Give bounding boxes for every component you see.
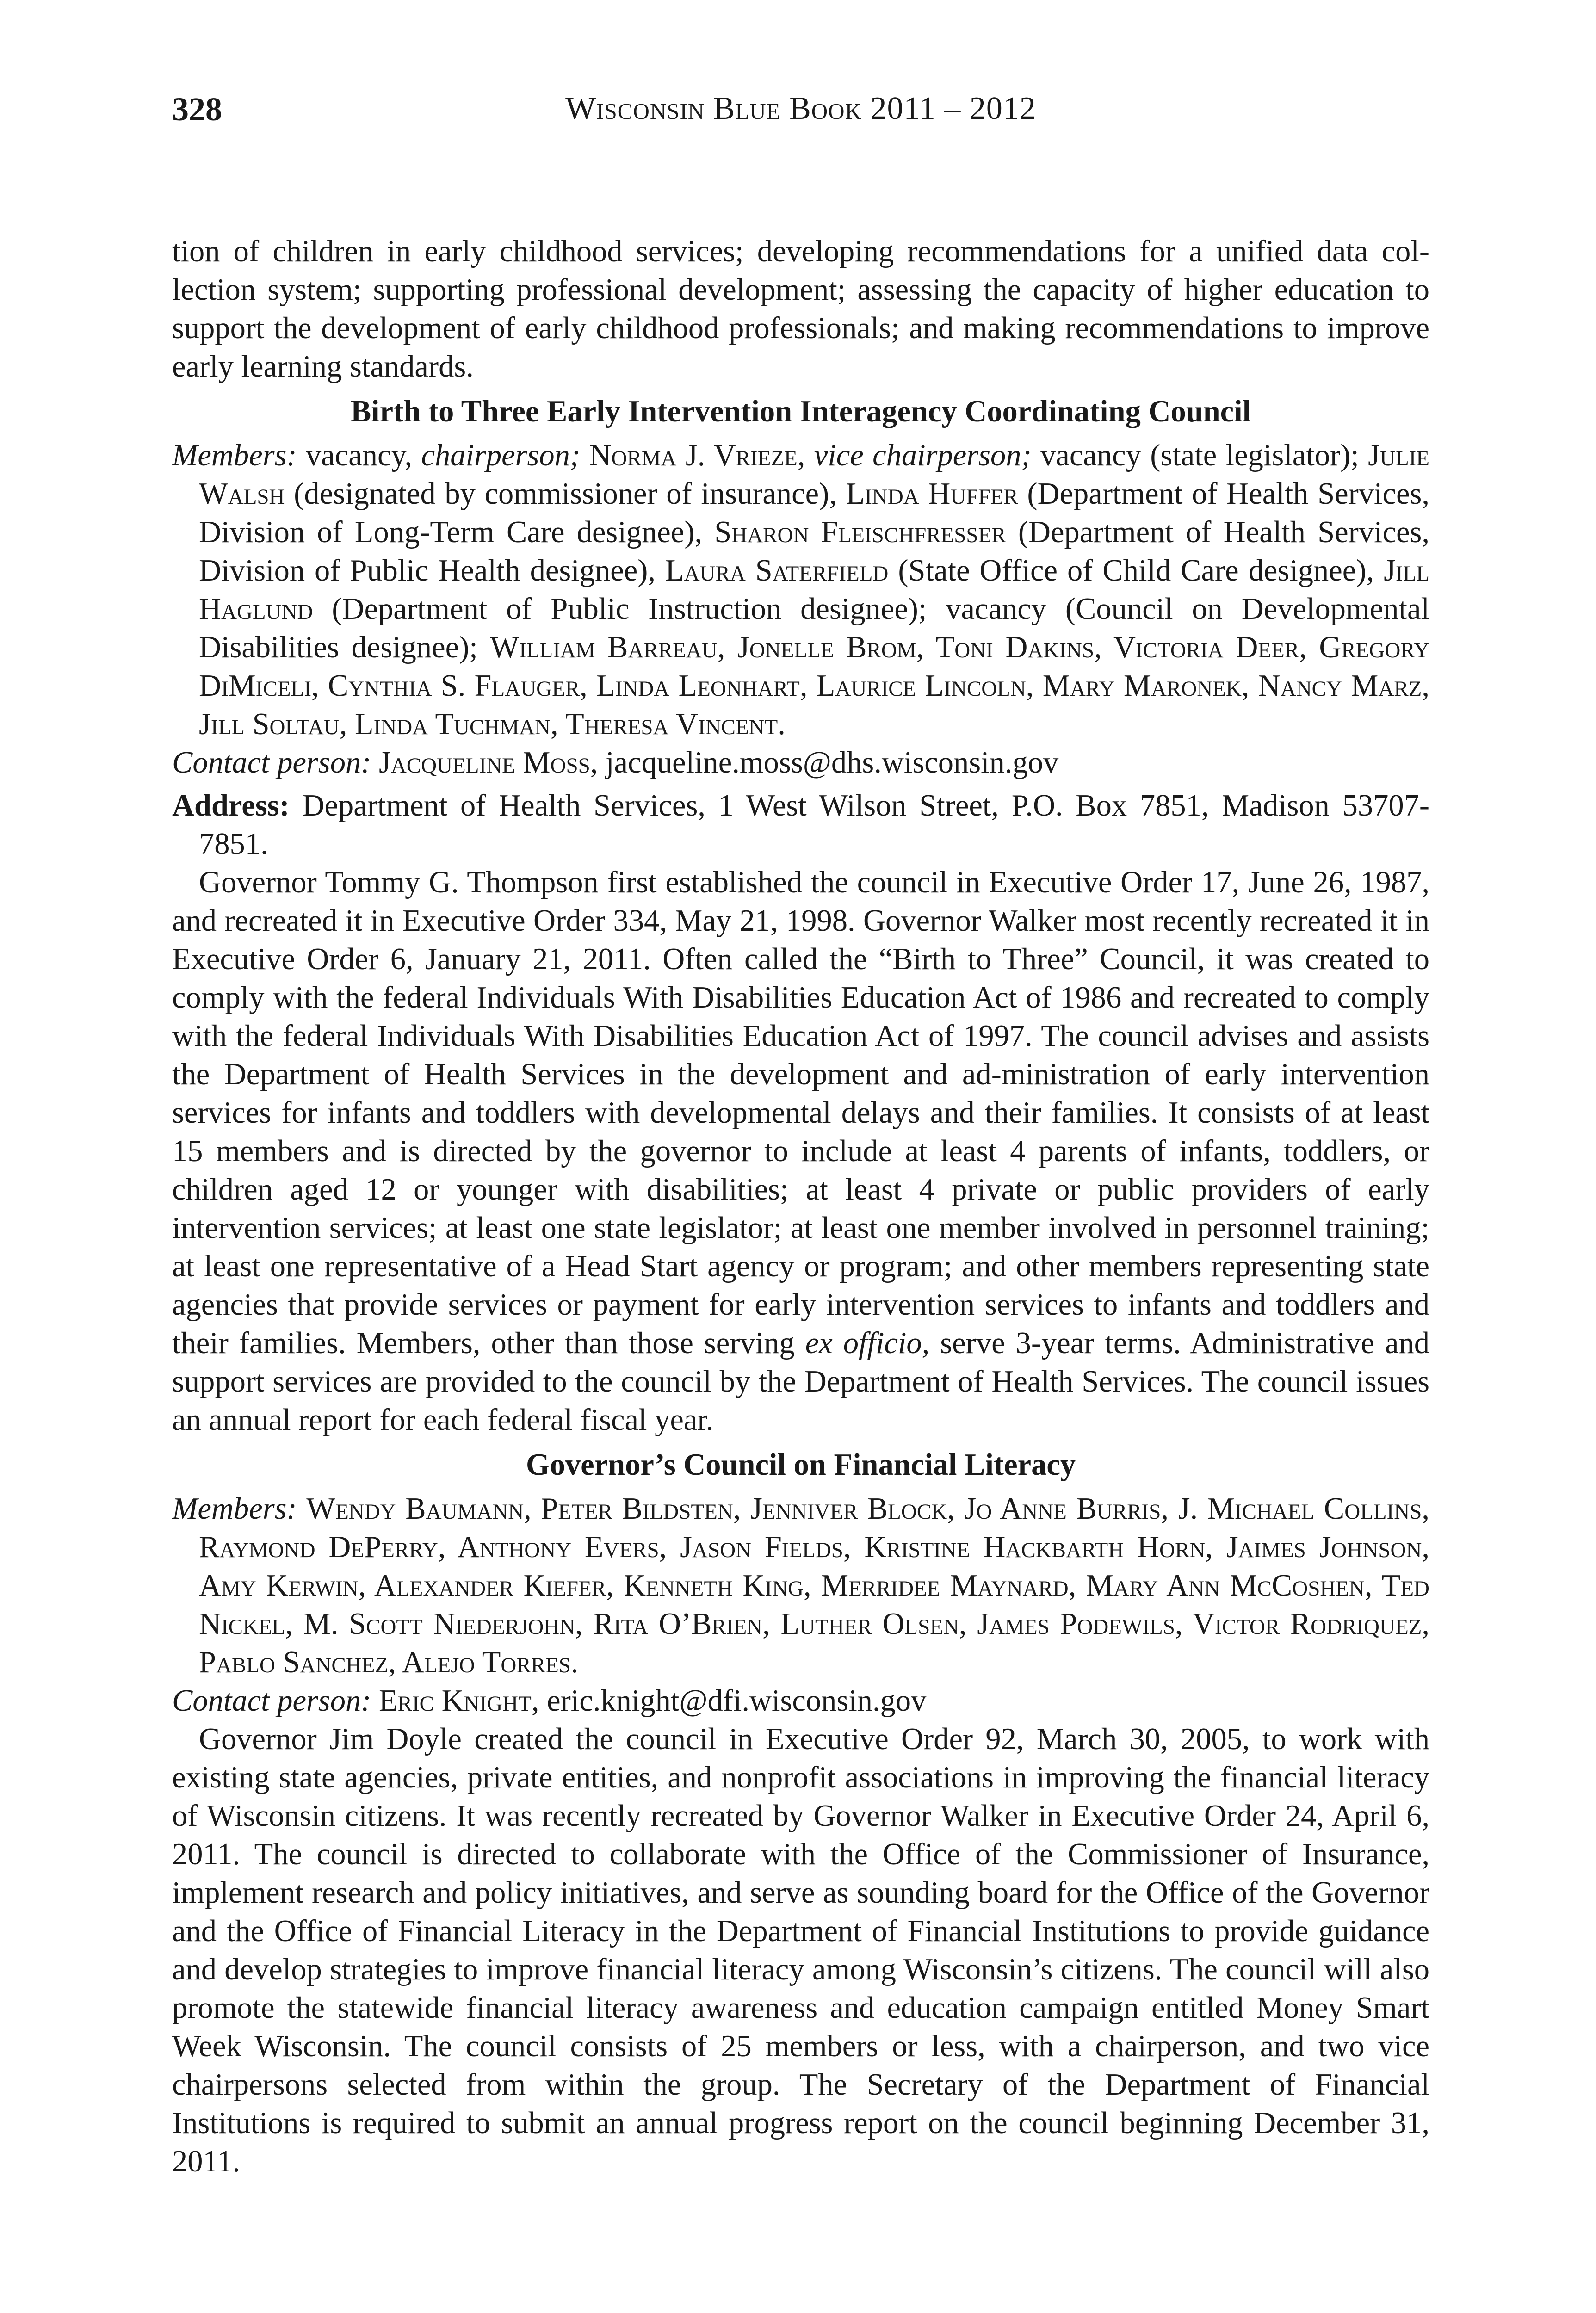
members-text: [199, 439, 1429, 741]
member-text: vacancy,: [306, 439, 421, 472]
contact-birth-to-three: [172, 743, 1429, 782]
member-text: (Department of Public Instruction designee); vacancy (Council on Developmental Disabilities designee);: [199, 592, 1429, 664]
contact-name: Jacqueline Moss: [379, 746, 590, 779]
members-list-financial-literacy: [172, 1490, 1429, 1682]
member-text: [580, 439, 589, 472]
page-header: [172, 93, 1429, 143]
address-label: Address:: [172, 789, 290, 823]
section-title-birth-to-three: Birth to Three Early Intervention Interagency Coordinating Council: [350, 395, 1251, 428]
member-text: vice chairperson;: [814, 439, 1032, 472]
members-text: Wendy Baumann, Peter Bildsten, Jenniver Block, Jo Anne Burris, J. Michael Collins, Raymond DePerry, Anthony Evers, Jason Fields, Kristine Hackbarth Horn, Jaimes Johnson, Amy Kerwin, Alexander Kiefer, Kenneth King, Merridee Maynard, Mary Ann McCoshen, Ted Nickel, M. Scott Niederjohn, Rita O’Brien, Luther Olsen, James Podewils, Victor Rodriquez, Pablo Sanchez, Alejo Torres: [199, 1492, 1430, 1679]
member-text: (designated by commissioner of insurance),: [285, 477, 846, 511]
contact-label: Contact person:: [172, 746, 371, 779]
address-birth-to-three: [172, 786, 1429, 863]
page-number: 328: [172, 91, 222, 128]
member-text: vacancy (state legislator);: [1031, 439, 1368, 472]
member-name: Linda Huffer: [846, 477, 1018, 511]
contact-label: Contact person:: [172, 1684, 371, 1718]
members-list-birth-to-three: [172, 436, 1429, 743]
member-text: .: [778, 707, 786, 741]
section-title-financial-literacy: Governor’s Council on Financial Literacy: [526, 1448, 1076, 1482]
member-text: (State Office of Child Care designee),: [888, 554, 1384, 588]
members-end: .: [570, 1645, 579, 1679]
member-name: William Barreau, Jonelle Brom, Toni Dakins, Victoria Deer, Gregory DiMiceli, Cynthia S. Flauger, Linda Leonhart, Laurice Lincoln, Mary Maronek, Nancy Marz, Jill Soltau, Linda Tuchman, Theresa Vincent: [199, 631, 1429, 741]
member-name: Jill Haglund: [199, 554, 1430, 626]
member-text: ,: [797, 439, 814, 472]
member-name: Laura Saterfield: [665, 554, 889, 588]
member-name: Sharon Fleischfresser: [714, 515, 1006, 549]
contact-name: Eric Knight: [379, 1684, 532, 1718]
member-name: Julie Walsh: [199, 439, 1430, 511]
running-head: Wisconsin Blue Book 2011 – 2012: [565, 91, 1036, 126]
member-text: chairperson;: [421, 439, 581, 472]
description-italic: ex officio,: [805, 1326, 930, 1360]
member-text: (Department of Health Services, Division of Public Health designee),: [199, 515, 1430, 588]
page-body: [172, 232, 1429, 2181]
description-birth-to-three: [172, 863, 1429, 1439]
contact-financial-literacy: [172, 1682, 1429, 1720]
members-label: Members:: [172, 1492, 297, 1526]
member-name: Norma J. Vrieze: [589, 439, 798, 472]
members-label: Members:: [172, 439, 297, 472]
description-text-end: serve 3-year terms. Administrative and support services are provided to the council by the Department of Health Services. The council issues an annual report for each federal fiscal year.: [172, 1326, 1430, 1437]
description-text: Governor Tommy G. Thompson first established the council in Executive Order 17, June 26, 1987, and recreated it in Executive Order 334, May 21, 1998. Governor Walker most recently recreated it in Executive Order 6, January 21, 2011. Often called the “Birth to Three” Council, it was created to comply with the federal Individuals With Disabilities Education Act of 1986 and recreated to comply with the federal Individuals With Disabilities Education Act of 1997. The council advises and assists the Department of Health Services in the development and ad-ministration of early intervention services for infants and toddlers with developmental delays and their families. It consists of at least 15 members and is directed by the governor to include at least 4 parents of infants, toddlers, or children aged 12 or younger with disabilities; at least 4 private or public providers of early intervention services; at least one state legislator; at least one member involved in personnel training; at least one representative of a Head Start agency or program; and other members representing state agencies that provide services or payment for early intervention services to infants and toddlers and their families. Members, other than those serving: [172, 866, 1429, 1360]
intro-paragraph: tion of children in early childhood services; developing recommendations for a unified data col-lection system; supporting professional development; assessing the capacity of higher education to support the development of early childhood professionals; and making recommendations to improve early learning standards.: [172, 235, 1429, 383]
description-financial-literacy: Governor Jim Doyle created the council in Executive Order 92, March 30, 2005, to work with existing state agencies, private entities, and nonprofit associations in improving the financial literacy of Wisconsin citizens. It was recently recreated by Governor Walker in Executive Order 24, April 6, 2011. The council is directed to collaborate with the Office of the Commissioner of Insurance, implement research and policy initiatives, and serve as sounding board for the Office of the Governor and the Office of Financial Literacy in the Department of Financial Institutions to provide guidance and develop strategies to improve financial literacy among Wisconsin’s citizens. The council will also promote the statewide financial literacy awareness and education campaign entitled Money Smart Week Wisconsin. The council consists of 25 members or less, with a chairperson, and two vice chairpersons selected from within the group. The Secretary of the Department of Financial Institutions is required to submit an annual progress report on the council beginning December 31, 2011.: [172, 1722, 1429, 2178]
contact-email: , eric.knight@dfi.wisconsin.gov: [531, 1684, 927, 1718]
contact-email: , jacqueline.moss@dhs.wisconsin.gov: [590, 746, 1059, 779]
address-text: Department of Health Services, 1 West Wilson Street, P.O. Box 7851, Madison 53707-7851.: [199, 789, 1429, 861]
member-text: (Department of Health Services, Division of Long-Term Care designee),: [199, 477, 1429, 549]
